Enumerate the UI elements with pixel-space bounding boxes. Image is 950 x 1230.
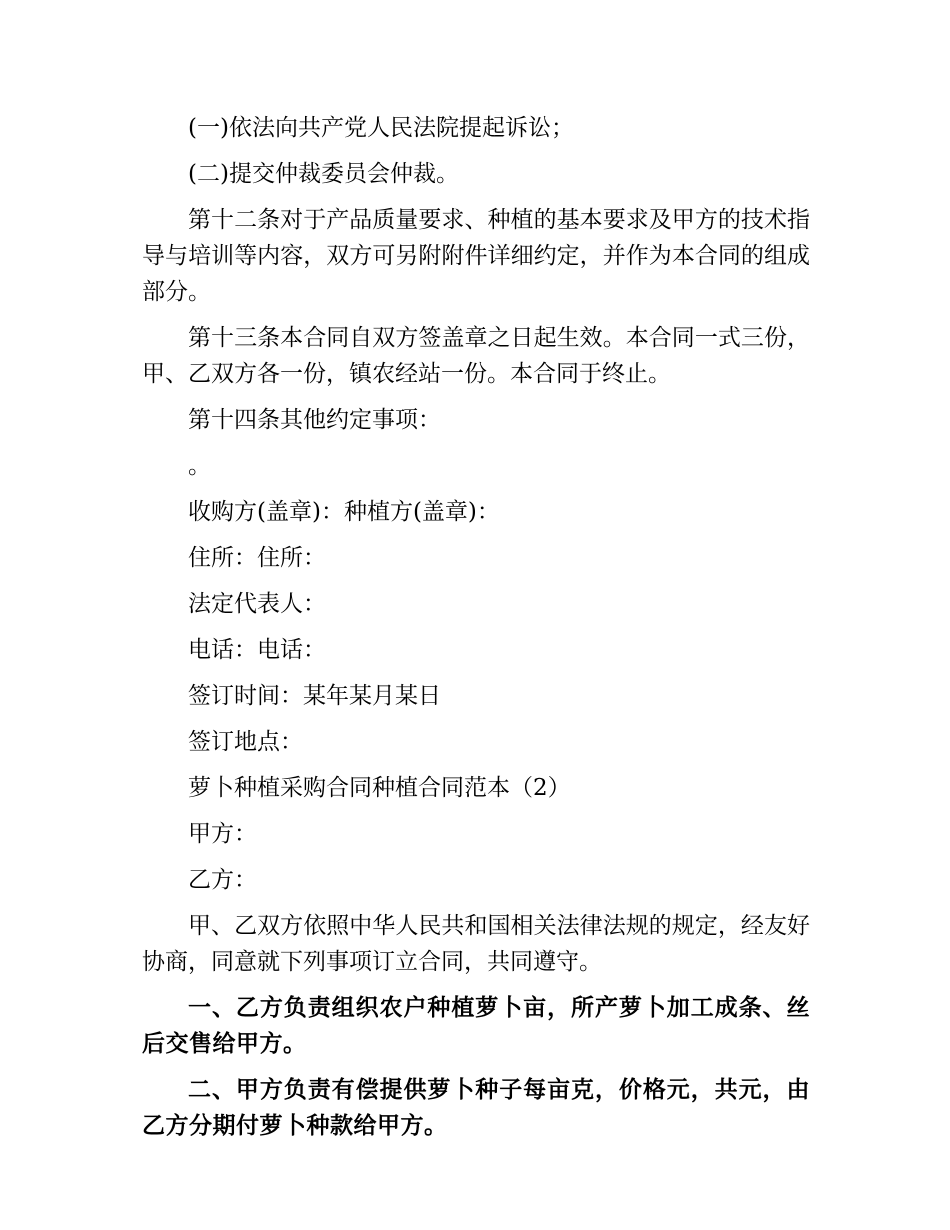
paragraph-preamble: 甲、乙双方依照中华人民共和国相关法律法规的规定，经友好协商，同意就下列事项订立合同，共同遵守。 xyxy=(142,913,810,975)
paragraph-clause-1: (一)依法向共产党人民法院提起诉讼； xyxy=(188,115,574,141)
paragraph-contract-title: 萝卜种植采购合同种植合同范本（2） xyxy=(188,775,571,801)
paragraph-article-12: 第十二条对于产品质量要求、种植的基本要求及甲方的技术指导与培训等内容，双方可另附附件详细约定，并作为本合同的组成部分。 xyxy=(142,207,810,305)
paragraph-blank-period: 。 xyxy=(188,453,211,479)
paragraph-address: 住所：住所： xyxy=(188,545,326,571)
paragraph-article-13: 第十三条本合同自双方签盖章之日起生效。本合同一式三份，甲、乙双方各一份，镇农经站一份。本合同于终止。 xyxy=(142,325,810,387)
paragraph-item-2: 二、甲方负责有偿提供萝卜种子每亩克，价格元，共元，由乙方分期付萝卜种款给甲方。 xyxy=(142,1076,810,1139)
paragraph-sign-place: 签订地点： xyxy=(188,729,303,755)
paragraph-party-a: 甲方： xyxy=(188,821,257,847)
paragraph-sign-date: 签订时间：某年某月某日 xyxy=(188,683,441,709)
paragraph-phone: 电话：电话： xyxy=(188,637,326,663)
paragraph-buyer-seal: 收购方(盖章)：种植方(盖章)： xyxy=(188,499,500,525)
paragraph-party-b: 乙方： xyxy=(188,867,257,893)
paragraph-article-14: 第十四条其他约定事项： xyxy=(188,407,441,433)
paragraph-legal-rep: 法定代表人： xyxy=(188,591,326,617)
paragraph-item-1: 一、乙方负责组织农户种植萝卜亩，所产萝卜加工成条、丝后交售给甲方。 xyxy=(142,994,810,1057)
paragraph-clause-2: (二)提交仲裁委员会仲裁。 xyxy=(188,161,459,187)
document-body xyxy=(142,110,810,1154)
